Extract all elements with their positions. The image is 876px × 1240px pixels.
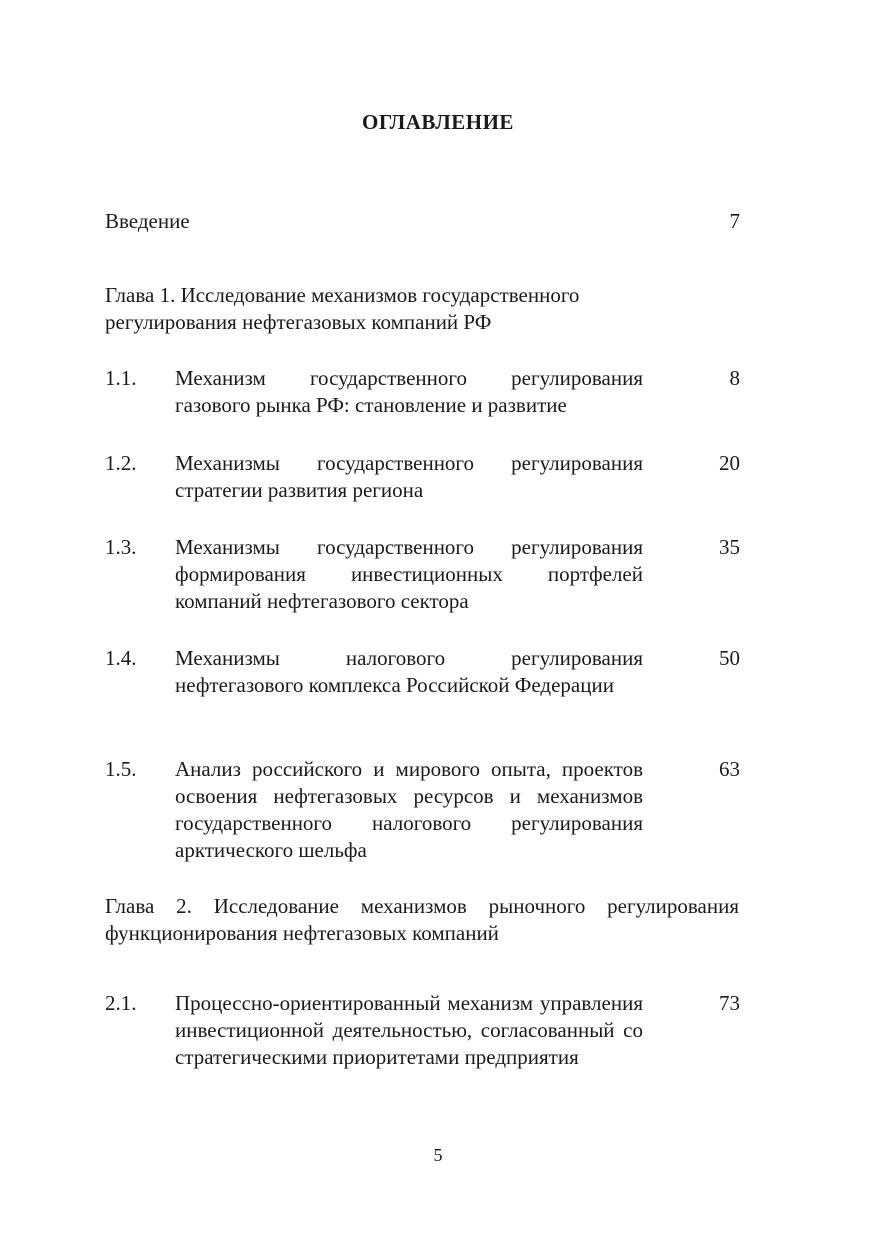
toc-entry-page: 35 [719, 535, 740, 559]
chapter-2-title: Глава 2. Исследование механизмов рыночного регулирования функционирования нефтегазовых компаний [105, 894, 739, 945]
toc-entry-number: 2.1. [105, 991, 137, 1015]
toc-entry-page: 73 [719, 991, 740, 1015]
page-number: 5 [433, 1145, 443, 1165]
toc-entry-text: Процессно-ориентированный механизм управления инвестиционной деятельностью, согласованный со стратегическими приоритетами предприятия [175, 991, 643, 1069]
chapter-1-title: Глава 1. Исследование механизмов государственного регулирования нефтегазовых компаний РФ [105, 283, 580, 334]
page-title: ОГЛАВЛЕНИЕ [362, 110, 514, 134]
toc-entry-number: 1.1. [105, 366, 137, 390]
toc-entry-text: Механизмы государственного регулирования формирования инвестиционных портфелей компаний нефтегазового сектора [175, 535, 643, 613]
toc-entry-number: 1.5. [105, 757, 137, 781]
toc-entry-number: 1.3. [105, 535, 137, 559]
toc-entry-text: Механизмы налогового регулирования нефтегазового комплекса Российской Федерации [175, 646, 643, 697]
toc-intro-label: Введение [105, 209, 190, 233]
toc-entry-number: 1.4. [105, 646, 137, 670]
toc-entry-page: 20 [719, 451, 740, 475]
toc-entry-page: 50 [719, 646, 740, 670]
toc-entry-text: Анализ российского и мирового опыта, проектов освоения нефтегазовых ресурсов и механизмов государственного налогового регулирования арктического шельфа [175, 757, 643, 862]
toc-entry-text: Механизмы государственного регулирования стратегии развития региона [175, 451, 643, 502]
toc-entry-page: 63 [719, 757, 740, 781]
toc-intro-page: 7 [729, 209, 740, 233]
toc-entry-number: 1.2. [105, 451, 137, 475]
toc-entry-page: 8 [729, 366, 740, 390]
toc-entry-text: Механизм государственного регулирования газового рынка РФ: становление и развитие [175, 366, 643, 417]
